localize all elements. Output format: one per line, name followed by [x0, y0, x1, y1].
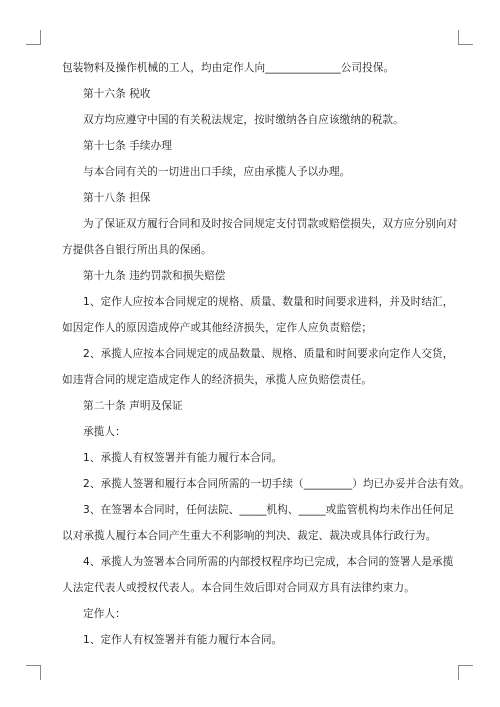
text-line: 方提供各自银行所出具的保函。 — [62, 244, 212, 256]
paragraph-contractor-2 — [62, 476, 470, 492]
text-line: 2、承揽人应按本合同规定的成品数量、规格、质量和时间要求向定作人交货， — [83, 348, 454, 360]
article-18-heading — [62, 190, 440, 206]
text-line: 包装物料及操作机械的工人，均由定作人向______________公司投保。 — [62, 62, 395, 74]
article-20-heading — [62, 398, 440, 414]
text-line: 如因定作人的原因造成停产或其他经济损失，定作人应负责赔偿； — [62, 322, 373, 334]
document-body — [62, 60, 470, 658]
text-line: 1、承揽人有权签署并有能力履行本合同。 — [83, 452, 283, 464]
paragraph-guarantee — [62, 216, 458, 258]
text-line: 以对承揽人履行本合同产生重大不利影响的判决、裁定、裁决或具体行政行为。 — [62, 530, 437, 542]
paragraph-client-1 — [62, 632, 440, 648]
article-19-heading — [62, 268, 440, 284]
paragraph-insurance-continued — [62, 60, 440, 76]
text-line: 1、定作人应按本合同规定的规格、质量、数量和时间要求进料，并及时结汇， — [83, 296, 454, 308]
article-16-heading — [62, 86, 440, 102]
crop-mark-bottom-right — [458, 665, 473, 680]
party-label: 承揽人： — [83, 426, 126, 438]
paragraph-contractor-4 — [62, 554, 454, 596]
text-line: 人法定代表人或授权代表人。本合同生效后即对合同双方具有法律约束力。 — [62, 582, 415, 594]
article-heading: 第十六条 税收 — [83, 88, 151, 100]
article-heading: 第十七条 手续办理 — [83, 140, 173, 152]
crop-mark-top-right — [458, 30, 473, 45]
article-heading: 第十八条 担保 — [83, 192, 151, 204]
crop-mark-bottom-left — [26, 665, 41, 680]
text-line: 2、承揽人签署和履行本合同所需的一切手续（_________）均已办妥并合法有效。 — [83, 478, 470, 490]
paragraph-procedures — [62, 164, 440, 180]
paragraph-penalty-2 — [62, 346, 454, 388]
article-17-heading — [62, 138, 440, 154]
client-label — [62, 606, 440, 622]
article-heading: 第二十条 声明及保证 — [83, 400, 183, 412]
text-line: 与本合同有关的一切进出口手续，应由承揽人予以办理。 — [83, 166, 351, 178]
paragraph-contractor-1 — [62, 450, 440, 466]
text-line: 双方均应遵守中国的有关税法规定，按时缴纳各自应该缴纳的税款。 — [83, 114, 404, 126]
text-line: 1、定作人有权签署并有能力履行本合同。 — [83, 634, 283, 646]
paragraph-contractor-3 — [62, 502, 454, 544]
text-line: 如违背合同的规定造成定作人的经济损失，承揽人应负赔偿责任。 — [62, 374, 373, 386]
party-label: 定作人： — [83, 608, 126, 620]
text-line: 3、在签署本合同时，任何法院、_____机构、_____或监管机构均未作出任何足 — [83, 504, 454, 516]
text-line: 4、承揽人为签署本合同所需的内部授权程序均已完成，本合同的签署人是承揽 — [83, 556, 454, 568]
paragraph-penalty-1 — [62, 294, 454, 336]
paragraph-tax — [62, 112, 440, 128]
text-line: 为了保证双方履行合同和及时按合同规定支付罚款或赔偿损失，双方应分别向对 — [83, 218, 458, 230]
article-heading: 第十九条 违约罚款和损失赔偿 — [83, 270, 226, 282]
contractor-label — [62, 424, 440, 440]
crop-mark-top-left — [26, 30, 41, 45]
